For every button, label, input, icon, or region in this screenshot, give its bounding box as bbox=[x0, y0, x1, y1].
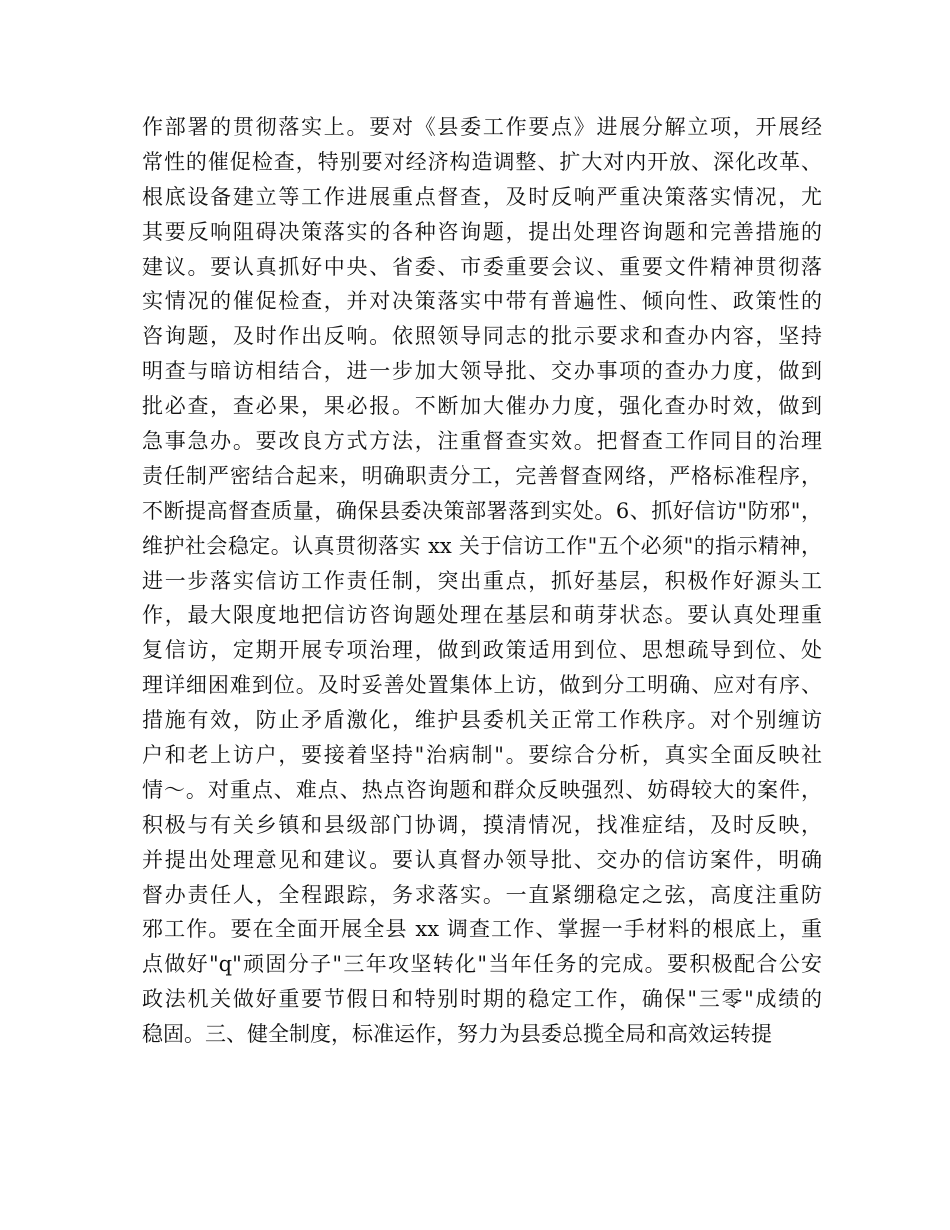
text-line: 不断提高督查质量，确保县委决策部署落到实处。6、抓好信访"防邪"， bbox=[142, 498, 822, 523]
text-line: 复信访，定期开展专项治理，做到政策适用到位、思想疏导到位、处 bbox=[142, 638, 822, 663]
text-line: 作部署的贯彻落实上。要对《县委工作要点》进展分解立项，开展经 bbox=[142, 115, 822, 139]
text-line: 作，最大限度地把信访咨询题处理在基层和萌芽状态。要认真处理重 bbox=[142, 603, 822, 628]
text-line: 稳固。三、健全制度，标准运作，努力为县委总揽全局和高效运转提 bbox=[142, 1022, 772, 1047]
text-line: 督办责任人，全程跟踪，务求落实。一直紧绷稳定之弦，高度注重防 bbox=[142, 882, 822, 907]
text-line: 政法机关做好重要节假日和特别时期的稳定工作，确保"三零"成绩的 bbox=[142, 987, 822, 1012]
text-line: 措施有效，防止矛盾激化，维护县委机关正常工作秩序。对个别缠访 bbox=[142, 708, 822, 733]
text-line: 理详细困难到位。及时妥善处置集体上访，做到分工明确、应对有序、 bbox=[142, 673, 822, 698]
text-line: 根底设备建立等工作进展重点督查，及时反响严重决策落实情况，尤 bbox=[142, 184, 822, 209]
text-line: 建议。要认真抓好中央、省委、市委重要会议、重要文件精神贯彻落 bbox=[142, 254, 822, 279]
text-line: 批必查，查必果，果必报。不断加大催办力度，强化查办时效，做到 bbox=[142, 394, 822, 419]
text-line: 户和老上访户，要接着坚持"治病制"。要综合分析，真实全面反映社 bbox=[142, 743, 822, 768]
text-line: 急事急办。要改良方式方法，注重督查实效。把督查工作同目的治理 bbox=[142, 429, 822, 454]
text-line: 常性的催促检查，特别要对经济构造调整、扩大对内开放、深化改革、 bbox=[142, 149, 822, 174]
text-line: 并提出处理意见和建议。要认真督办领导批、交办的信访案件，明确 bbox=[142, 847, 822, 872]
text-line: 咨询题，及时作出反响。依照领导同志的批示要求和查办内容，坚持 bbox=[142, 324, 822, 349]
text-line: 责任制严密结合起来，明确职责分工，完善督查网络，严格标准程序， bbox=[142, 463, 822, 488]
text-line: 进一步落实信访工作责任制，突出重点，抓好基层，积极作好源头工 bbox=[142, 568, 822, 593]
text-line: 其要反响阻碍决策落实的各种咨询题，提出处理咨询题和完善措施的 bbox=[142, 219, 822, 244]
text-line: 情～。对重点、难点、热点咨询题和群众反映强烈、妨碍较大的案件， bbox=[142, 777, 822, 802]
text-line: 邪工作。要在全面开展全县 xx 调查工作、掌握一手材料的根底上，重 bbox=[142, 917, 822, 942]
text-line: 点做好"q"顽固分子"三年攻坚转化"当年任务的完成。要积极配合公安 bbox=[142, 952, 822, 977]
text-line: 实情况的催促检查，并对决策落实中带有普遍性、倾向性、政策性的 bbox=[142, 289, 822, 314]
text-line: 明查与暗访相结合，进一步加大领导批、交办事项的查办力度，做到 bbox=[142, 359, 822, 384]
document-body-text bbox=[142, 110, 822, 1052]
text-line: 积极与有关乡镇和县级部门协调，摸清情况，找准症结，及时反映， bbox=[142, 812, 822, 837]
text-line: 维护社会稳定。认真贯彻落实 xx 关于信访工作"五个必须"的指示精神， bbox=[142, 533, 822, 558]
